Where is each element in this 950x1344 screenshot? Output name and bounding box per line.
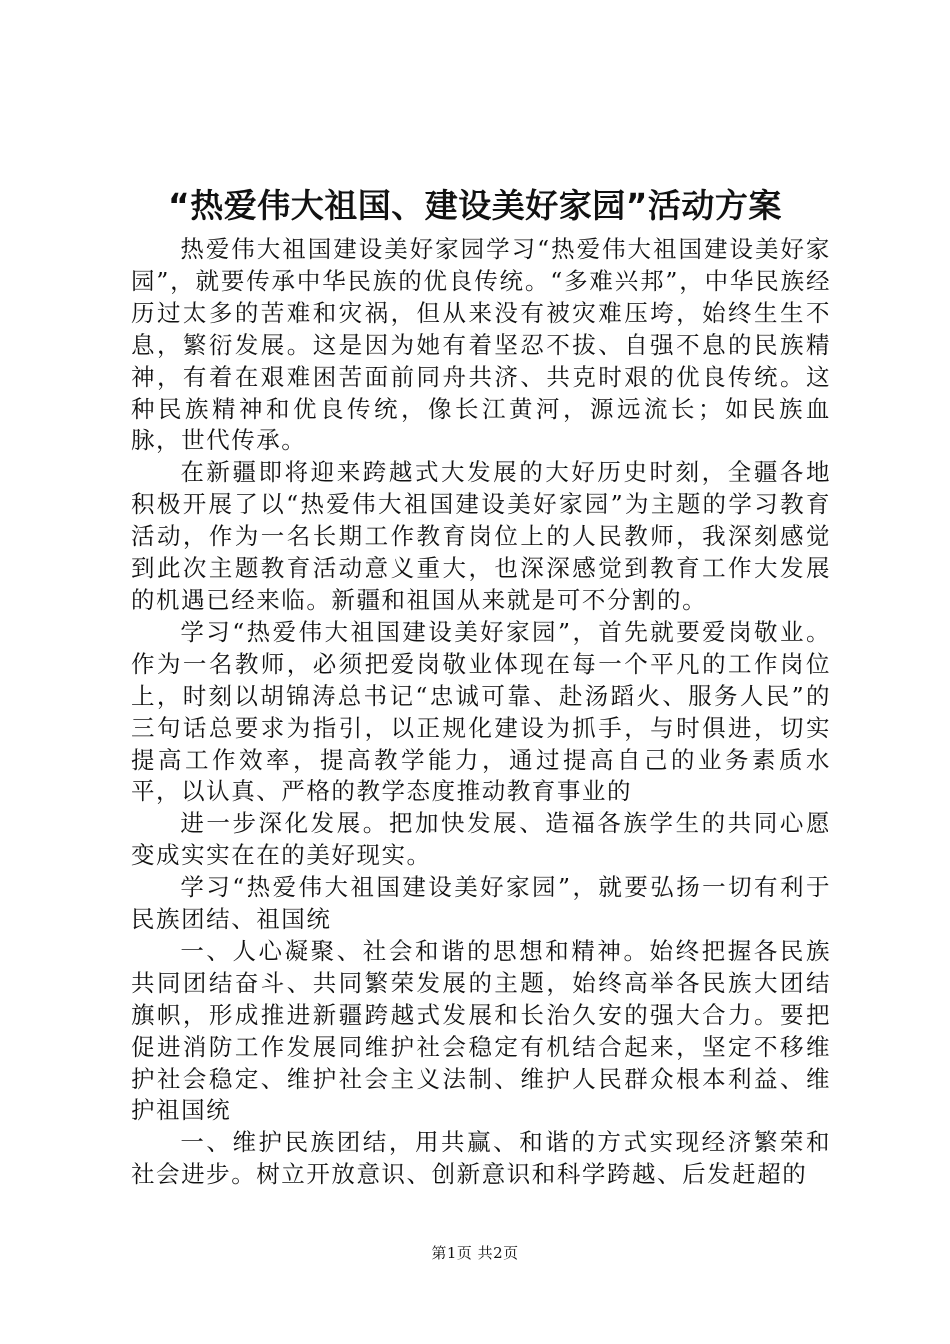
document-body xyxy=(131,234,831,1191)
paragraph-6: 一、人心凝聚、社会和谐的思想和精神。始终把握各民族共同团结奋斗、共同繁荣发展的主题，始终高举各民族大团结旗帜，形成推进新疆跨越式发展和长治久安的强大合力。要把促进消防工作发展同维护社会稳定有机结合起来，坚定不移维护社会稳定、维护社会主义法制、维护人民群众根本利益、维护祖国统 xyxy=(131,936,831,1125)
paragraph-3: 学习“热爱伟大祖国建设美好家园”，首先就要爱岗敬业。作为一名教师，必须把爱岗敬业体现在每一个平凡的工作岗位上，时刻以胡锦涛总书记“忠诚可靠、赴汤蹈火、服务人民”的三句话总要求为指引，以正规化建设为抓手，与时俱进，切实提高工作效率，提高教学能力，通过提高自己的业务素质水平，以认真、严格的教学态度推动教育事业的 xyxy=(131,617,831,806)
paragraph-7: 一、维护民族团结，用共赢、和谐的方式实现经济繁荣和社会进步。树立开放意识、创新意识和科学跨越、后发赶超的 xyxy=(131,1128,831,1189)
paragraph-2: 在新疆即将迎来跨越式大发展的大好历史时刻，全疆各地积极开展了以“热爱伟大祖国建设美好家园”为主题的学习教育活动，作为一名长期工作教育岗位上的人民教师，我深刻感觉到此次主题教育活动意义重大，也深深感觉到教育工作大发展的机遇已经来临。新疆和祖国从来就是可不分割的。 xyxy=(131,458,831,614)
paragraph-5: 学习“热爱伟大祖国建设美好家园”，就要弘扬一切有利于民族团结、祖国统 xyxy=(131,873,831,934)
paragraph-1: 热爱伟大祖国建设美好家园学习“热爱伟大祖国建设美好家园”，就要传承中华民族的优良传统。“多难兴邦”，中华民族经历过太多的苦难和灾祸，但从来没有被灾难压垮，始终生生不息，繁衍发展。这是因为她有着坚忍不拔、自强不息的民族精神，有着在艰难困苦面前同舟共济、共克时艰的优良传统。这种民族精神和优良传统，像长江黄河，源远流长；如民族血脉，世代传承。 xyxy=(131,235,831,455)
page-number-footer: 第1页 共2页 xyxy=(431,1244,519,1262)
paragraph-4: 进一步深化发展。把加快发展、造福各族学生的共同心愿变成实实在在的美好现实。 xyxy=(131,809,831,870)
document-title: “热爱伟大祖国、建设美好家园”活动方案 xyxy=(168,186,782,225)
